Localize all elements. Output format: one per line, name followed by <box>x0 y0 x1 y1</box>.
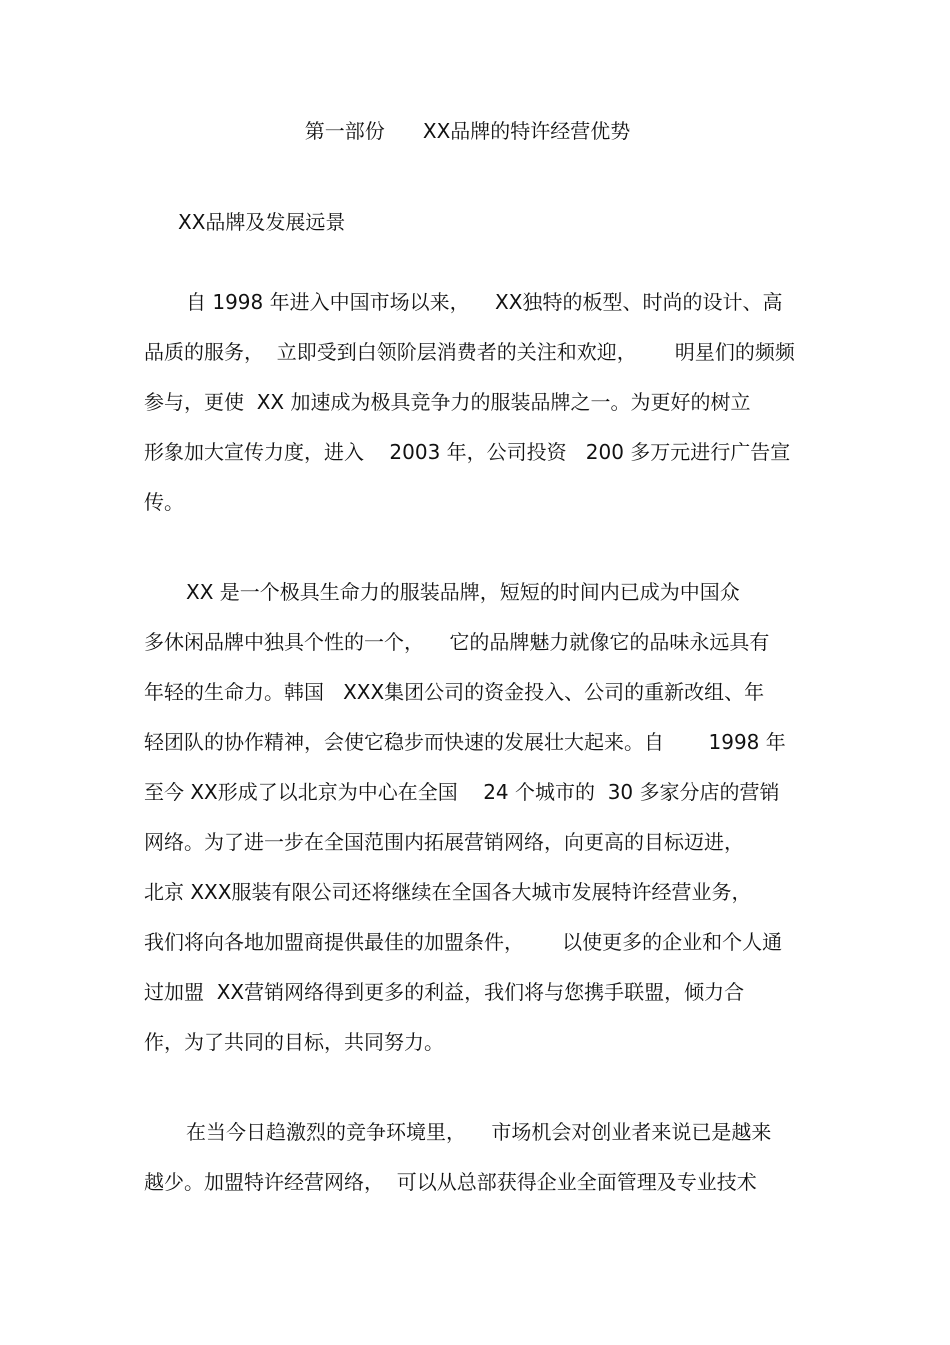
paragraph-line: 传。 <box>144 490 184 514</box>
section-heading: XX品牌及发展远景 <box>178 210 346 234</box>
paragraph-line: 在当今日趋激烈的竞争环境里， 市场机会对创业者来说已是越来 <box>186 1120 772 1144</box>
paragraph-line: 自 1998 年进入中国市场以来， XX独特的板型、时尚的设计、高 <box>186 290 783 314</box>
paragraph-line: 多休闲品牌中独具个性的一个， 它的品牌魅力就像它的品味永远具有 <box>144 630 770 654</box>
paragraph-line: 至今 XX形成了以北京为中心在全国 24 个城市的 30 多家分店的营销 <box>144 780 780 804</box>
paragraph-line: 品质的服务， 立即受到白领阶层消费者的关注和欢迎， 明星们的频频 <box>144 340 795 364</box>
page-title: 第一部份 XX品牌的特许经营优势 <box>304 119 631 143</box>
paragraph-line: 形象加大宣传力度，进入 2003 年，公司投资 200 多万元进行广告宣 <box>144 440 791 464</box>
paragraph-line: 北京 XXX服装有限公司还将继续在全国各大城市发展特许经营业务， <box>144 880 752 904</box>
paragraph-line: 年轻的生命力。韩国 XXX集团公司的资金投入、公司的重新改组、年 <box>144 680 765 704</box>
paragraph-2 <box>144 577 824 1077</box>
paragraph-line: XX 是一个极具生命力的服装品牌，短短的时间内已成为中国众 <box>186 580 740 604</box>
paragraph-line: 越少。加盟特许经营网络， 可以从总部获得企业全面管理及专业技术 <box>144 1170 757 1194</box>
paragraph-1 <box>144 287 824 537</box>
paragraph-3 <box>144 1117 824 1217</box>
paragraph-line: 过加盟 XX营销网络得到更多的利益，我们将与您携手联盟，倾力合 <box>144 980 745 1004</box>
paragraph-line: 网络。为了进一步在全国范围内拓展营销网络，向更高的目标迈进， <box>144 830 744 854</box>
paragraph-line: 参与，更使 XX 加速成为极具竞争力的服装品牌之一。为更好的树立 <box>144 390 751 414</box>
paragraph-line: 我们将向各地加盟商提供最佳的加盟条件， 以使更多的企业和个人通 <box>144 930 783 954</box>
paragraph-line: 轻团队的协作精神，会使它稳步而快速的发展壮大起来。自 1998 年 <box>144 730 786 754</box>
paragraph-line: 作，为了共同的目标，共同努力。 <box>144 1030 444 1054</box>
